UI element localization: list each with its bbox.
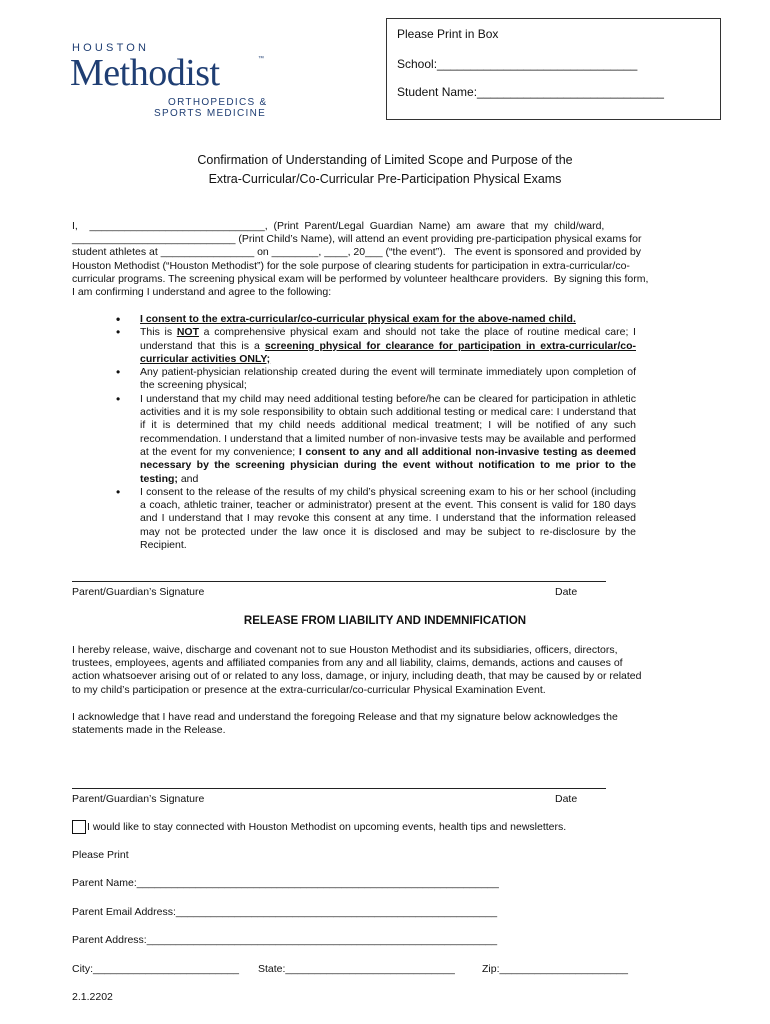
title-line-1: Confirmation of Understanding of Limited Scope and Purpose of the — [197, 153, 573, 167]
signature-label-1: Parent/Guardian’s Signature — [72, 586, 205, 598]
bullet-additional-testing — [116, 393, 636, 486]
stay-connected-label: I would like to stay connected with Houston Methodist on upcoming events, health tips and newsletters. — [87, 821, 567, 833]
signature-line-2[interactable] — [72, 788, 606, 789]
parent-name-field[interactable]: Parent Name:______________________________________________________________ — [72, 877, 499, 889]
bullet-emphasis-not: NOT — [176, 326, 199, 339]
bullet-text: a comprehensive physical exam and should not take the place of routine medical care; I understand that this is a — [140, 326, 636, 352]
print-box-title: Please Print in Box — [397, 27, 499, 41]
zip-field[interactable]: Zip:______________________ — [482, 963, 628, 975]
release-line: action whatsoever arising out of or related to any loss, damage, or injury, including death, that may be caused by or related — [72, 670, 642, 683]
title-line-2: Extra-Curricular/Co-Curricular Pre-Participation Physical Exams — [208, 172, 562, 186]
logo-subtitle-1: ORTHOPEDICS & — [168, 97, 268, 108]
intro-line: student athletes at ________________ on ________, ____, 20___ (“the event”). The event is sponsored and provided by — [72, 246, 641, 259]
form-version-code: 2.1.2202 — [72, 991, 113, 1003]
consent-bullet-list — [116, 313, 636, 552]
state-field[interactable]: State:_____________________________ — [258, 963, 455, 975]
logo-trademark: ™ — [258, 56, 264, 62]
date-label-1: Date — [555, 586, 578, 598]
parent-address-field[interactable]: Parent Address:____________________________________________________________ — [72, 934, 498, 946]
intro-line: I, ______________________________, (Print Parent/Legal Guardian Name) am aware that my child/ward, — [72, 220, 605, 232]
city-field[interactable]: City:_________________________ — [72, 963, 239, 975]
bullet-text: and — [177, 472, 199, 485]
release-line: trustees, employees, agents and affiliated companies from any and all liability, claims, demands, actions and causes of — [72, 657, 623, 670]
bullet-relationship: • Any patient-physician relationship created during the event will terminate immediately upon completion of the screening physical; — [116, 366, 636, 393]
bullet-release-results: • I consent to the release of the results of my child’s physical screening exam to his or her school (including a coach, athletic trainer, teacher or administrator) present at the event. This consent is valid for 180 days and I understand that I may revoke this consent at any time. I understand that the information released may not be protected under the law once it is disclosed and may be subject to re-disclosure by the Recipient. — [116, 486, 636, 552]
bullet-not-comprehensive — [116, 326, 636, 366]
stay-connected-checkbox[interactable] — [72, 820, 86, 834]
print-box — [386, 18, 721, 120]
date-label-2: Date — [555, 793, 578, 805]
release-line: statements made in the Release. — [72, 724, 226, 737]
bullet-emphasis: I consent to any and all additional non-invasive testing as deemed necessary by the screening physician during the event without notification to me prior to the testing; — [140, 445, 636, 485]
intro-line: Houston Methodist (“Houston Methodist”) for the sole purpose of clearing students for participation in extra-curricular/co- — [72, 259, 630, 272]
parent-email-field[interactable]: Parent Email Address:_______________________________________________________ — [72, 906, 498, 918]
intro-paragraph — [72, 220, 702, 299]
school-field[interactable]: School:______________________________ — [397, 57, 638, 71]
signature-line-1[interactable] — [72, 581, 606, 582]
logo-houston-text: HOUSTON — [72, 42, 150, 54]
bullet-text: This is — [140, 326, 177, 339]
bullet-consent-exam: • I consent to the extra-curricular/co-curricular physical exam for the above-named child. — [116, 313, 636, 326]
signature-label-2: Parent/Guardian’s Signature — [72, 793, 205, 805]
release-paragraph-2 — [72, 711, 702, 737]
release-title-wrap — [0, 615, 770, 627]
release-line: I acknowledge that I have read and understand the foregoing Release and that my signature below acknowledges the — [72, 711, 618, 723]
bullet-text: I understand that my child may need additional testing before/he can be cleared for participation in athletic activities and it is my sole responsibility to obtain such additional testing or medical care: I understand that if it is determined that my child needs additional medical treatment; I will be notified of any such recommendation. I understand that a limited number of non-invasive tests may be available and performed at the event for my convenience; — [140, 392, 636, 458]
please-print-label: Please Print — [72, 849, 129, 861]
intro-line: curricular programs. The screening physical exam will be performed by volunteer healthcare providers. By signing this form, — [72, 272, 649, 285]
release-paragraph-1 — [72, 644, 702, 697]
intro-line: I am confirming I understand and agree to the following: — [72, 286, 332, 299]
release-line: to my child’s participation or presence at the extra-curricular/co-curricular Physical Examination Event. — [72, 683, 546, 696]
bullet-emphasis: screening physical for clearance for participation in extra-curricular/co-curricular activities ONLY; — [140, 339, 636, 365]
logo-subtitle-2: SPORTS MEDICINE — [154, 108, 267, 119]
release-line: I hereby release, waive, discharge and covenant not to sue Houston Methodist and its subsidiaries, officers, directors, — [72, 644, 618, 656]
intro-line: ____________________________ (Print Child’s Name), will attend an event providing pre-participation physical exams for — [72, 233, 642, 246]
student-name-field[interactable]: Student Name:____________________________ — [397, 85, 664, 99]
logo-methodist-wordmark: Methodist — [70, 52, 220, 94]
release-title: RELEASE FROM LIABILITY AND INDEMNIFICATION — [243, 615, 527, 627]
